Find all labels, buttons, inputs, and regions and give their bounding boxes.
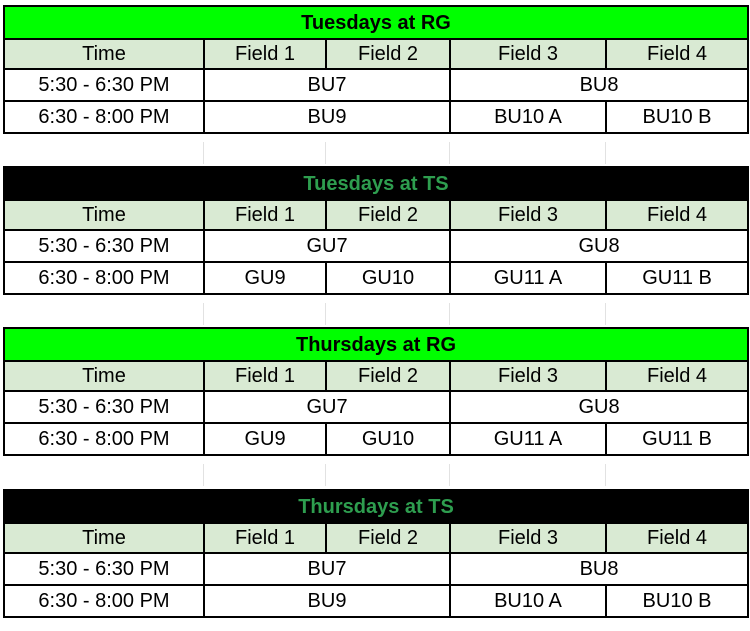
schedule-table: [3, 489, 749, 618]
team-cell: BU8: [450, 553, 748, 585]
team-cell: GU11 A: [450, 262, 606, 294]
schedule-title: Thursdays at TS: [4, 490, 748, 523]
team-cell: GU9: [204, 262, 326, 294]
time-cell: 6:30 - 8:00 PM: [4, 101, 204, 133]
team-cell: BU10 A: [450, 101, 606, 133]
team-cell: BU10 A: [450, 585, 606, 617]
team-cell: GU7: [204, 230, 450, 262]
header-field-2: Field 2: [326, 523, 450, 553]
header-field-1: Field 1: [204, 361, 326, 391]
header-time: Time: [4, 39, 204, 69]
team-cell: BU10 B: [606, 585, 748, 617]
time-cell: 5:30 - 6:30 PM: [4, 69, 204, 101]
spacer-row: [3, 464, 747, 486]
team-cell: BU8: [450, 69, 748, 101]
header-field-2: Field 2: [326, 39, 450, 69]
team-cell: BU10 B: [606, 101, 748, 133]
schedule-table: [3, 166, 749, 295]
header-field-1: Field 1: [204, 200, 326, 230]
header-field-3: Field 3: [450, 200, 606, 230]
schedule-title: Tuesdays at RG: [4, 6, 748, 39]
schedule-tuesdays-rg: [3, 5, 747, 134]
spacer-row: [3, 142, 747, 164]
team-cell: GU9: [204, 423, 326, 455]
schedule-tuesdays-ts: [3, 166, 747, 295]
time-cell: 6:30 - 8:00 PM: [4, 423, 204, 455]
header-time: Time: [4, 523, 204, 553]
time-cell: 5:30 - 6:30 PM: [4, 391, 204, 423]
time-cell: 5:30 - 6:30 PM: [4, 553, 204, 585]
header-field-3: Field 3: [450, 39, 606, 69]
header-field-4: Field 4: [606, 39, 748, 69]
team-cell: BU7: [204, 553, 450, 585]
header-field-4: Field 4: [606, 361, 748, 391]
header-field-4: Field 4: [606, 523, 748, 553]
header-field-4: Field 4: [606, 200, 748, 230]
schedule-title: Tuesdays at TS: [4, 167, 748, 200]
team-cell: GU11 A: [450, 423, 606, 455]
team-cell: GU10: [326, 423, 450, 455]
header-field-2: Field 2: [326, 200, 450, 230]
header-field-3: Field 3: [450, 523, 606, 553]
time-cell: 6:30 - 8:00 PM: [4, 262, 204, 294]
team-cell: GU11 B: [606, 262, 748, 294]
header-field-1: Field 1: [204, 523, 326, 553]
header-time: Time: [4, 200, 204, 230]
team-cell: GU8: [450, 391, 748, 423]
schedule-thursdays-rg: [3, 327, 747, 456]
schedule-table: [3, 327, 749, 456]
schedule-table: [3, 5, 749, 134]
header-field-1: Field 1: [204, 39, 326, 69]
header-field-2: Field 2: [326, 361, 450, 391]
spacer-row: [3, 303, 747, 325]
schedule-title: Thursdays at RG: [4, 328, 748, 361]
header-field-3: Field 3: [450, 361, 606, 391]
team-cell: GU7: [204, 391, 450, 423]
team-cell: GU10: [326, 262, 450, 294]
team-cell: GU11 B: [606, 423, 748, 455]
header-time: Time: [4, 361, 204, 391]
team-cell: BU9: [204, 585, 450, 617]
team-cell: BU9: [204, 101, 450, 133]
team-cell: BU7: [204, 69, 450, 101]
time-cell: 5:30 - 6:30 PM: [4, 230, 204, 262]
team-cell: GU8: [450, 230, 748, 262]
schedule-thursdays-ts: [3, 489, 747, 618]
time-cell: 6:30 - 8:00 PM: [4, 585, 204, 617]
